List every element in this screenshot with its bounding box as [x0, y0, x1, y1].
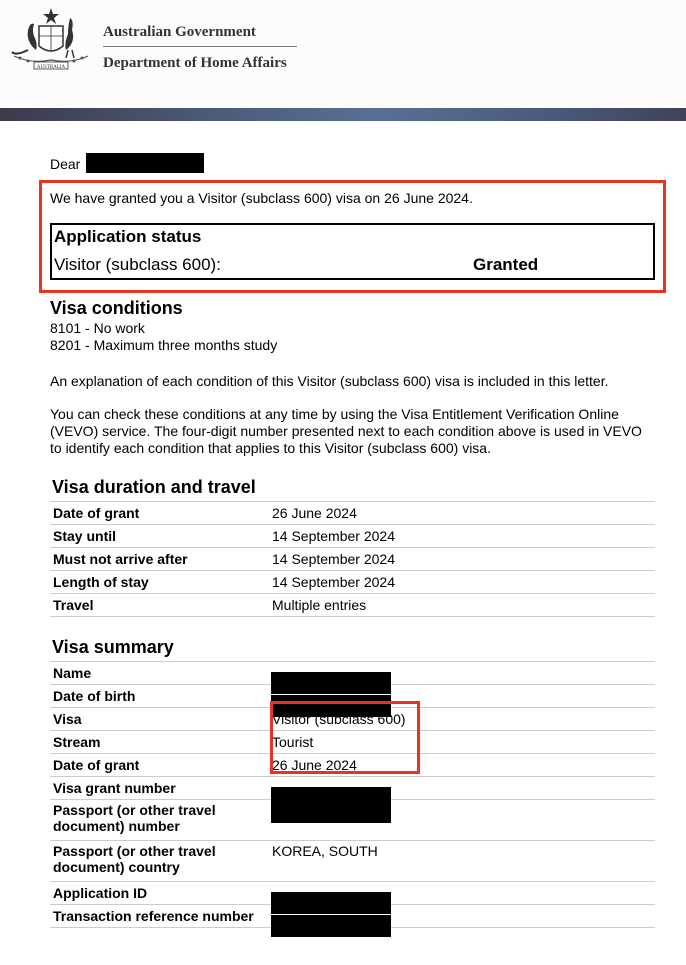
table-row	[50, 525, 655, 548]
grant-statement: We have granted you a Visitor (subclass 600) visa on 26 June 2024.	[50, 190, 473, 206]
row-value: Visitor (subclass 600)	[272, 711, 406, 727]
redacted-application-id	[271, 892, 391, 914]
redacted-transaction-reference	[271, 915, 391, 937]
visa-summary-title: Visa summary	[52, 637, 174, 657]
condition-8101: 8101 - No work	[50, 320, 145, 336]
row-label: Name	[53, 665, 92, 681]
visa-conditions-title: Visa conditions	[50, 298, 183, 318]
row-label: Stay until	[53, 528, 117, 544]
government-name: Australian Government	[103, 24, 256, 40]
application-status-label: Visitor (subclass 600):	[54, 255, 221, 274]
row-value: Tourist	[272, 734, 314, 750]
row-label: Stream	[53, 734, 101, 750]
visa-duration-title: Visa duration and travel	[52, 477, 256, 497]
letterhead	[0, 0, 686, 108]
row-label: Date of grant	[53, 757, 140, 773]
row-label: Visa grant number	[53, 780, 176, 796]
row-label: Passport (or other travel document) country	[53, 843, 216, 875]
row-label: Length of stay	[53, 574, 149, 590]
row-label: Travel	[53, 597, 94, 613]
redacted-passport-number	[271, 801, 391, 823]
table-row	[50, 800, 655, 841]
row-label: Application ID	[53, 885, 148, 901]
table-row	[50, 594, 655, 617]
visa-duration-table	[50, 501, 655, 617]
condition-8201: 8201 - Maximum three months study	[50, 337, 278, 353]
row-value: 14 September 2024	[272, 574, 395, 590]
svg-text:AUSTRALIA: AUSTRALIA	[36, 65, 66, 70]
table-row	[50, 662, 655, 685]
row-value: 14 September 2024	[272, 528, 395, 544]
row-label: Must not arrive after	[53, 551, 188, 567]
row-label: Passport (or other travel document) number	[53, 802, 216, 834]
conditions-explanation: An explanation of each condition of this Visitor (subclass 600) visa is included in this letter.	[50, 373, 609, 389]
department-name: Department of Home Affairs	[103, 55, 287, 71]
visa-details-highlight-box	[270, 701, 420, 774]
row-value: KOREA, SOUTH	[272, 843, 378, 859]
header-color-bar	[0, 108, 686, 121]
row-value: 26 June 2024	[272, 757, 357, 773]
row-label: Date of grant	[53, 505, 140, 521]
commonwealth-coat-of-arms-icon	[6, 6, 96, 72]
row-label: Date of birth	[53, 688, 136, 704]
row-value: Multiple entries	[272, 597, 367, 613]
row-value: 26 June 2024	[272, 505, 357, 521]
row-label: Transaction reference number	[53, 908, 254, 924]
vevo-note: You can check these conditions at any time by using the Visa Entitlement Verification Online (VEVO) service. The four-digit number presented next to each condition above is used in VEVO to identify each condition that applies to this Visitor (subclass 600) visa.	[50, 406, 642, 456]
table-row	[50, 502, 655, 525]
table-row	[50, 548, 655, 571]
table-row	[50, 841, 655, 882]
header-divider	[103, 46, 297, 47]
row-label: Visa	[53, 711, 82, 727]
application-status-value: Granted	[473, 255, 539, 274]
redacted-name	[271, 672, 391, 694]
redacted-recipient-name	[86, 153, 204, 173]
row-value: 14 September 2024	[272, 551, 395, 567]
application-status-title: Application status	[54, 227, 202, 246]
table-row	[50, 882, 655, 905]
table-row	[50, 571, 655, 594]
salutation: Dear	[50, 156, 81, 172]
table-row	[50, 777, 655, 800]
